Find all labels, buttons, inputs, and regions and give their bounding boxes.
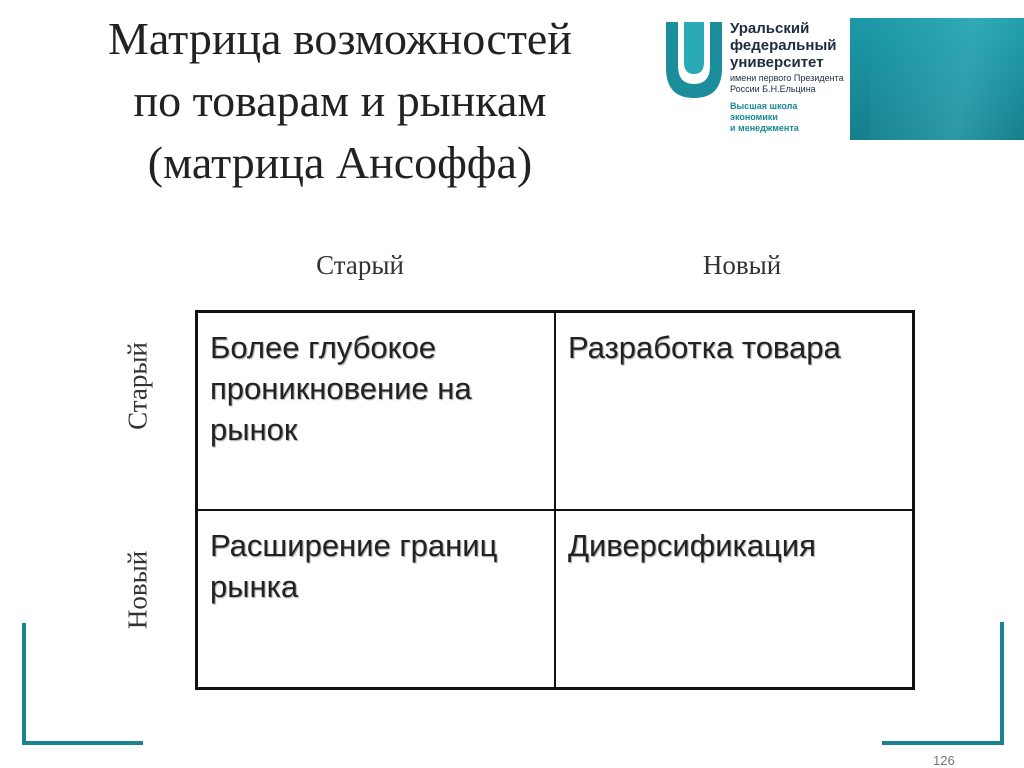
logo-sub-line-1: имени первого Президента <box>730 73 844 83</box>
column-label-old: Старый <box>316 250 404 280</box>
logo-name-line-3: университет <box>730 54 824 71</box>
frame-corner-left-vertical <box>22 623 26 745</box>
frame-corner-right-horizontal <box>882 741 1004 745</box>
row-label-new: Новый <box>122 550 153 630</box>
page-number: 126 <box>933 753 955 768</box>
cell-market-development: Расширение границ рынка <box>210 528 498 604</box>
logo-name-line-2: федеральный <box>730 37 837 54</box>
slide-title <box>20 8 660 194</box>
row-label-old: Старый <box>122 342 153 430</box>
frame-corner-right-vertical <box>1000 622 1004 745</box>
ansoff-matrix <box>195 310 915 690</box>
cell-product-development: Разработка товара <box>568 330 841 365</box>
logo-school-line-2: экономики <box>730 112 778 122</box>
logo-band-highlight <box>870 18 1024 140</box>
slide-title-line-2: по товарам и рынкам <box>133 75 547 126</box>
logo-name-line-1: Уральский <box>730 20 810 37</box>
slide-title-line-1: Матрица возможностей <box>108 13 572 64</box>
logo-text <box>730 20 852 134</box>
cell-diversification: Диверсификация <box>568 528 816 563</box>
cell-market-penetration: Более глубокое проникновение на рынок <box>210 330 472 447</box>
logo-school-line-3: и менеджмента <box>730 123 799 133</box>
slide-title-line-3: (матрица Ансоффа) <box>147 137 533 188</box>
column-label-new: Новый <box>702 250 782 280</box>
logo-school-line-1: Высшая школа <box>730 101 798 111</box>
frame-corner-left-horizontal <box>22 741 143 745</box>
ural-university-u-icon <box>664 18 724 110</box>
logo-sub-line-2: России Б.Н.Ельцина <box>730 84 816 94</box>
